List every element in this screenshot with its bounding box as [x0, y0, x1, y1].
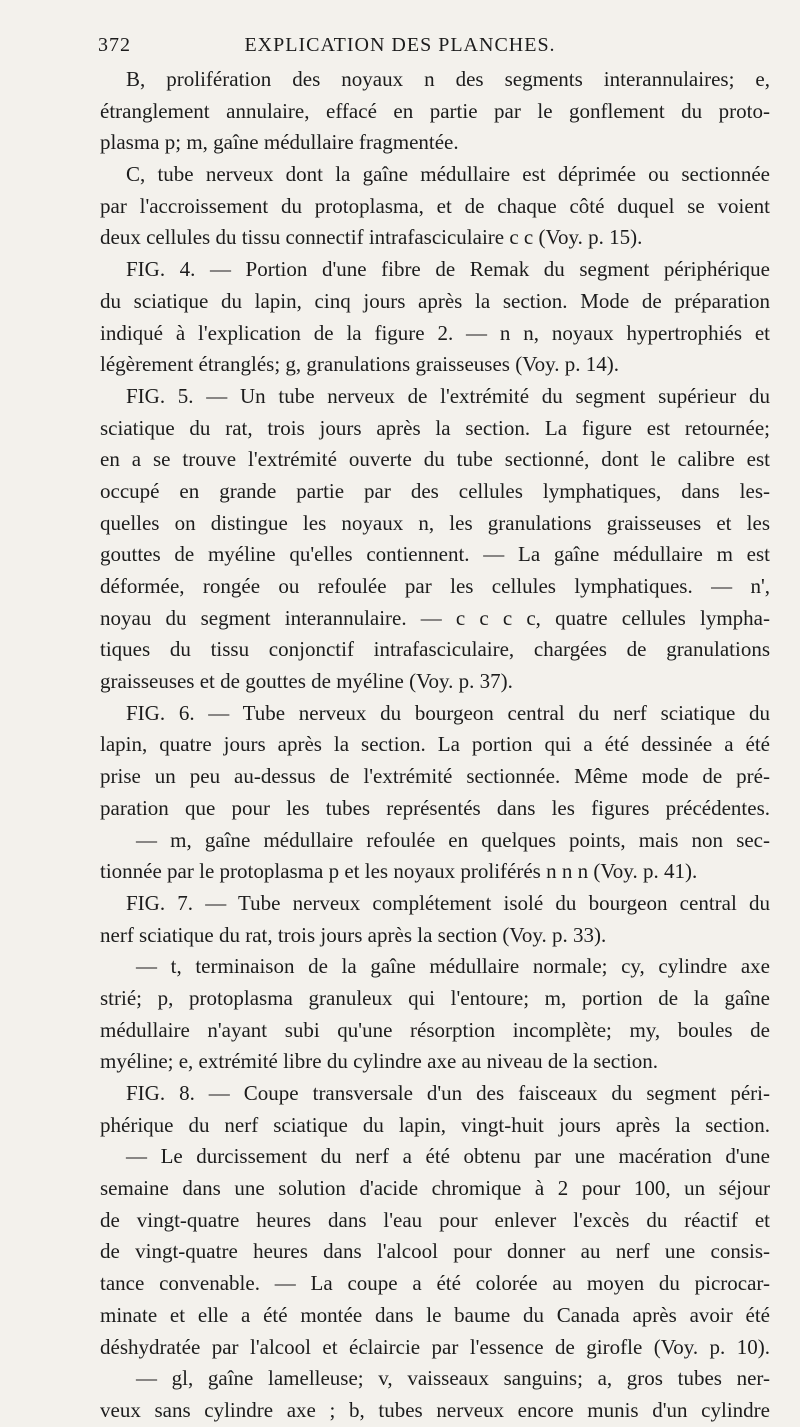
text-line: nerf sciatique du rat, trois jours après la section (Voy. p. 33). — [100, 922, 607, 947]
text-line: FIG. 4. — Portion d'une fibre de Remak du segment périphérique — [126, 257, 770, 282]
text-line: B, prolifération des noyaux n des segments interannulaires; e, — [126, 67, 770, 91]
text-line: tance convenable. — La coupe a été colorée au moyen du picrocar- — [100, 1271, 770, 1296]
text-line: lapin, quatre jours après la section. La portion qui a été dessinée a été — [100, 732, 770, 757]
text-line: légèrement étranglés; g, granulations graisseuses (Voy. p. 14). — [100, 352, 620, 377]
page-header — [0, 28, 800, 64]
text-line: déformée, rongée ou refoulée par les cellules lymphatiques. — n', — [100, 574, 770, 598]
text-line: strié; p, protoplasma granuleux qui l'entoure; m, portion de la gaîne — [100, 985, 770, 1010]
text-line: phérique du nerf sciatique du lapin, vingt-huit jours après la section. — [100, 1112, 770, 1137]
text-line: — Le durcissement du nerf a été obtenu par une macération d'une — [126, 1144, 770, 1169]
text-line: gouttes de myéline qu'elles contiennent. — La gaîne médullaire m est — [100, 542, 770, 567]
text-line: tiques du tissu conjonctif intrafasciculaire, chargées de granulations — [100, 637, 770, 662]
text-line: déshydratée par l'alcool et éclaircie par l'essence de girofle (Voy. p. 10). — [100, 1334, 770, 1359]
text-line: plasma p; m, gaîne médullaire fragmentée. — [100, 130, 459, 155]
text-line: sciatique du rat, trois jours après la section. La figure est retournée; — [100, 415, 770, 440]
text-line: du sciatique du lapin, cinq jours après la section. Mode de préparation — [100, 288, 770, 313]
text-line: — m, gaîne médullaire refoulée en quelques points, mais non sec- — [136, 827, 770, 852]
page-body — [100, 64, 770, 1427]
text-line: quelles on distingue les noyaux n, les granulations graisseuses et les — [100, 510, 770, 535]
text-line: graisseuses et de gouttes de myéline (Voy. p. 37). — [100, 669, 513, 694]
text-line: étranglement annulaire, effacé en partie par le gonflement du proto- — [100, 98, 770, 123]
text-line: prise un peu au-dessus de l'extrémité sectionnée. Même mode de pré- — [100, 764, 770, 789]
text-line: myéline; e, extrémité libre du cylindre axe au niveau de la section. — [100, 1049, 659, 1074]
text-line: FIG. 7. — Tube nerveux complétement isolé du bourgeon central du — [126, 890, 770, 915]
text-line: — gl, gaîne lamelleuse; v, vaisseaux sanguins; a, gros tubes ner- — [136, 1366, 770, 1391]
text-line: de vingt-quatre heures dans l'eau pour enlever l'excès du réactif et — [100, 1207, 770, 1232]
text-line: minate et elle a été montée dans le baume du Canada après avoir été — [100, 1302, 770, 1327]
page-number: 372 — [98, 34, 131, 56]
text-line: tionnée par le protoplasma p et les noyaux proliférés n n n (Voy. p. 41). — [100, 859, 698, 884]
text-line: en a se trouve l'extrémité ouverte du tube sectionné, dont le calibre est — [100, 447, 770, 472]
text-line: deux cellules du tissu connectif intrafasciculaire c c (Voy. p. 15). — [100, 225, 643, 250]
running-title: EXPLICATION DES PLANCHES. — [244, 34, 556, 56]
text-line: FIG. 5. — Un tube nerveux de l'extrémité du segment supérieur du — [126, 383, 770, 408]
text-line: indiqué à l'explication de la figure 2. — n n, noyaux hypertrophiés et — [100, 320, 770, 345]
text-line: de vingt-quatre heures dans l'alcool pour donner au nerf une consis- — [100, 1239, 770, 1264]
text-line: C, tube nerveux dont la gaîne médullaire est déprimée ou sectionnée — [126, 162, 770, 187]
text-line: veux sans cylindre axe ; b, tubes nerveux encore munis d'un cylindre — [100, 1397, 770, 1422]
text-line: occupé en grande partie par des cellules lymphatiques, dans les- — [100, 478, 770, 503]
text-line: noyau du segment interannulaire. — c c c c, quatre cellules lympha- — [100, 605, 770, 630]
text-line: FIG. 8. — Coupe transversale d'un des faisceaux du segment péri- — [126, 1081, 770, 1105]
text-line: par l'accroissement du protoplasma, et de chaque côté duquel se voient — [100, 193, 770, 218]
text-line: médullaire n'ayant subi qu'une résorption incomplète; my, boules de — [100, 1017, 770, 1042]
text-line: — t, terminaison de la gaîne médullaire normale; cy, cylindre axe — [136, 954, 770, 979]
text-line: FIG. 6. — Tube nerveux du bourgeon central du nerf sciatique du — [126, 700, 770, 725]
text-line: semaine dans une solution d'acide chromique à 2 pour 100, un séjour — [100, 1176, 770, 1201]
text-line: paration que pour les tubes représentés dans les figures précédentes. — [100, 795, 770, 820]
